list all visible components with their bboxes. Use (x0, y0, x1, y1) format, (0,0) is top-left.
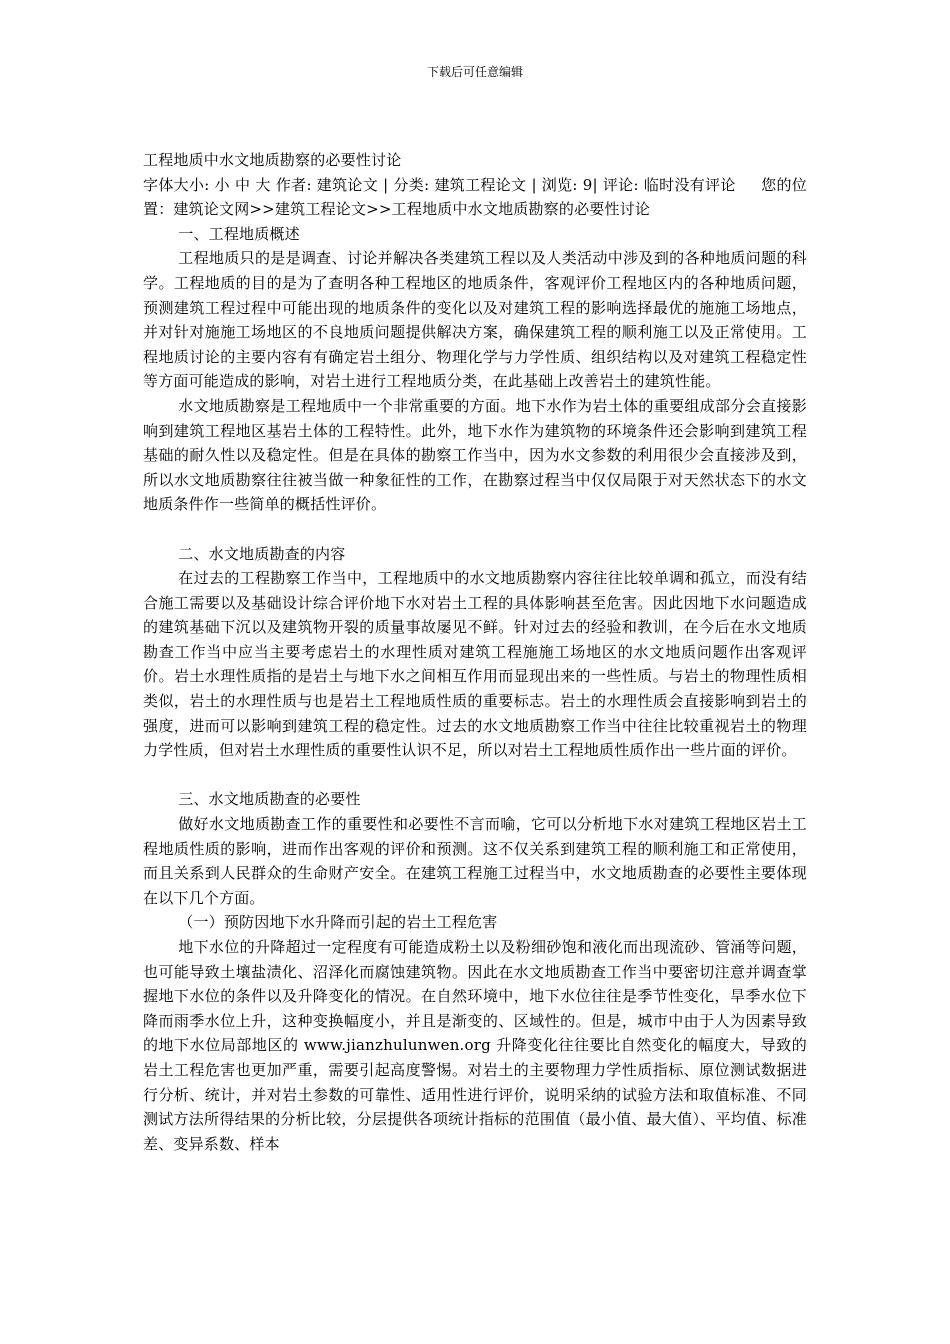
article-meta: 字体大小: 小 中 大 作者: 建筑论文 | 分类: 建筑工程论文 | 浏览: 9| 评论: 临时没有评论 您的位置：建筑论文网>>建筑工程论文>>工程地质中水文地质勘察的必要性讨论 (143, 175, 807, 219)
paragraph: 地下水位的升降超过一定程度有可能造成粉土以及粉细砂饱和液化而出现流砂、管涌等问题，也可能导致土壤盐渍化、沼泽化而腐蚀建筑物。因此在水文地质勘查工作当中要密切注意并调查掌握地下水位的条件以及升降变化的情况。在自然环境中，地下水位往往是季节性变化，旱季水位下降而雨季水位上升，这种变换幅度小，并且是渐变的、区域性的。但是，城市中由于人为因素导致的地下水位局部地区的 www.jianzhulunwen.org 升降变化往往要比自然变化的幅度大，导致的岩土工程危害也更加严重，需要引起高度警惕。对岩土的主要物理力学性质指标、原位测试数据进行分析、统计，并对岩土参数的可靠性、适用性进行评价，说明采纳的试验方法和取值标准、不同测试方法所得结果的分析比较，分层提供各项统计指标的范围值（最小值、最大值）、平均值、标准差、变异系数、样本 (143, 938, 807, 1153)
blank-line (143, 517, 807, 542)
paragraph: 在过去的工程勘察工作当中，工程地质中的水文地质勘察内容往往比较单调和孤立，而没有结合施工需要以及基础设计综合评价地下水对岩土工程的具体影响甚至危害。因此因地下水问题造成的建筑基础下沉以及建筑物开裂的质量事故屡见不鲜。针对过去的经验和教训，在今后在水文地质勘查工作当中应当主要考虑岩土的水理性质对建筑工程施施工场地区的水文地质问题作出客观评价。岩土水理性质指的是岩土与地下水之间相互作用而显现出来的一些性质。与岩土的物理性质相类似，岩土的水理性质与也是岩土工程地质性质的重要标志。岩土的水理性质会直接影响到岩土的强度，进而可以影响到建筑工程的稳定性。过去的水文地质勘察工作当中往往比较重视岩土的物理力学性质，但对岩土水理性质的重要性认识不足，所以对岩土工程地质性质作出一些片面的评价。 (143, 569, 807, 760)
article-body (143, 148, 807, 1156)
paragraph: 水文地质勘察是工程地质中一个非常重要的方面。地下水作为岩土体的重要组成部分会直接影响到建筑工程地区基岩土体的工程特性。此外，地下水作为建筑物的环境条件还会影响到建筑工程基础的耐久性以及稳定性。但是在具体的勘察工作当中，因为水文参数的利用很少会直接涉及到，所以水文地质勘察往往被当做一种象征性的工作，在勘察过程当中仅仅局限于对天然状态下的水文地质条件作一些简单的概括性评价。 (143, 396, 807, 514)
paragraph: 工程地质只的是是调查、讨论并解决各类建筑工程以及人类活动中涉及到的各种地质问题的科学。工程地质的目的是为了查明各种工程地区的地质条件，客观评价工程地区内的各种地质问题，预测建筑工程过程中可能出现的地质条件的变化以及对建筑工程的影响选择最优的施施工场地点，并对针对施施工场地区的不良地质问题提供解决方案，确保建筑工程的顺利施工以及正常使用。工程地质讨论的主要内容有有确定岩土组分、物理化学与力学性质、组织结构以及对建筑工程稳定性等方面可能造成的影响，对岩土进行工程地质分类，在此基础上改善岩土的建筑性能。 (143, 249, 807, 391)
section-heading: 三、水文地质勘查的必要性 (178, 790, 361, 809)
blank-line (143, 763, 807, 788)
article-title: 工程地质中水文地质勘察的必要性讨论 (143, 151, 402, 169)
header-note: 下载后可任意编辑 (426, 65, 523, 79)
subsection-heading: （一）预防因地下水升降而引起的岩土工程危害 (178, 913, 498, 932)
section-heading: 二、水文地质勘查的内容 (178, 544, 346, 563)
section-heading: 一、工程地质概述 (178, 224, 300, 243)
paragraph: 做好水文地质勘查工作的重要性和必要性不言而喻，它可以分析地下水对建筑工程地区岩土工程地质性质的影响，进而作出客观的评价和预测。这不仅关系到建筑工程的顺利施工和正常使用，而且关系到人民群众的生命财产安全。在建筑工程施工过程当中，水文地质勘查的必要性主要体现在以下几个方面。 (143, 815, 807, 907)
